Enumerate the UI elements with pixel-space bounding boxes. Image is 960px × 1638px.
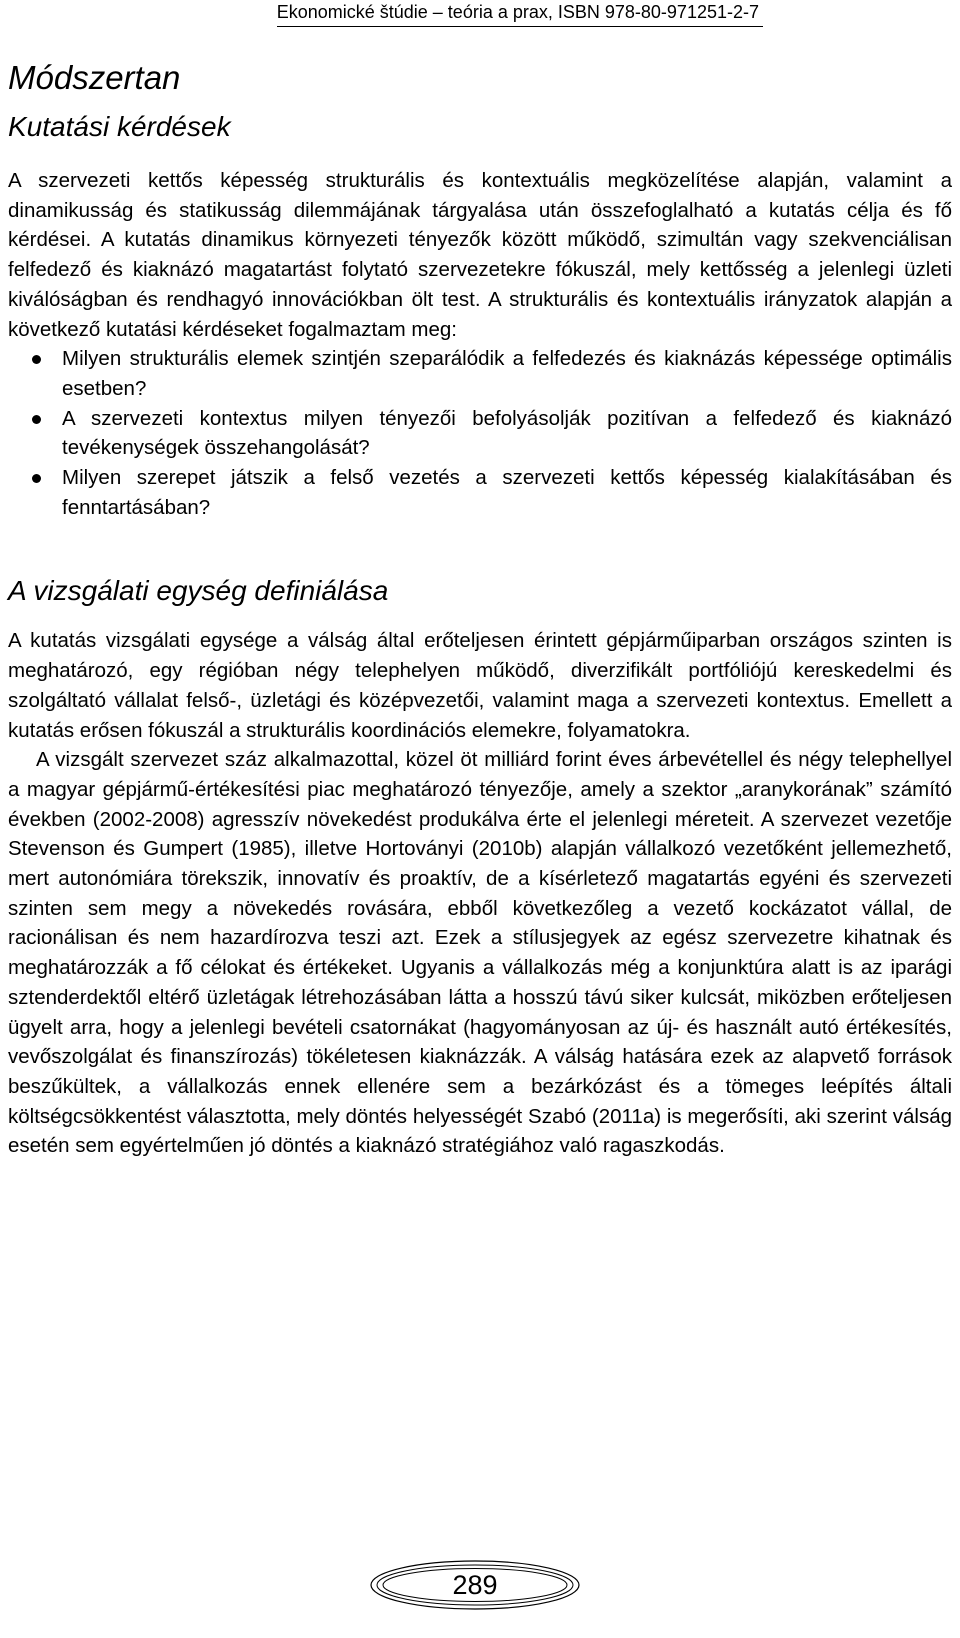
question-text: Milyen szerepet játszik a felső vezetés a szervezeti kettős képesség kialakításában és fenntartásában?	[62, 466, 952, 519]
page-number: 289	[452, 1570, 498, 1600]
organization-description-paragraph: A vizsgált szervezet száz alkalmazottal, közel öt milliárd forint éves árbevétellel és négy telephellyel a magyar gépjármű-értékesítési piac meghatározó tényezője, amely a szektor „aranykorának” számító években (2002-2008) agresszív növekedést produkálva érte el jelenlegi méreteit. A szervezet vezetője Stevenson és Gumpert (1985), illetve Hortoványi (2010b) alapján vállalkozó vezetőként jellemezhető, mert autonómiára törekszik, innovatív és proaktív, de a kísérletező magatartás egyéni és szervezeti szinten sem megy a növekedés rovására, ebből következőleg a vezető kockázatot vállal, de racionálisan és nem hazardírozva teszi azt. Ezek a stílusjegyek az egész szervezetre kihatnak és meghatározzák a fő célokat és értékeket. Ugyanis a vállalkozás még a konjunktúra alatt is az iparági sztenderdektől eltérő üzletágak létrehozásában látta a hosszú távú siker kulcsát, miközben erőteljesen ügyelt arra, hogy a jelenlegi bevételi csatornákat (hagyományosan az új- és használt autó értékesítés, vevőszolgálat és finanszírozás) tökéletesen kiaknázzák. A válság hatására ezek az alapvető források beszűkültek, a vállalkozás ennek ellenére sem a bezárkózást és a tömeges leépítés általi költségcsökkentést választotta, mely döntés helyességét Szabó (2011a) is megerősíti, aki szerint válság esetén sem egyértelműen jó döntés a kiaknázó stratégiához való ragaszkodás.	[8, 748, 952, 1158]
bullet-icon	[32, 415, 41, 424]
list-item	[62, 344, 952, 403]
bullet-icon	[32, 355, 41, 364]
research-questions-list	[8, 344, 952, 522]
section-title: Módszertan	[8, 59, 181, 96]
list-item	[62, 463, 952, 522]
question-text: Milyen strukturális elemek szintjén szeparálódik a felfedezés és kiaknázás képessége optimális esetben?	[62, 347, 952, 400]
question-text: A szervezeti kontextus milyen tényezői befolyásolják pozitívan a felfedező és kiaknázó tevékenységek összehangolását?	[62, 406, 952, 460]
bullet-icon	[32, 474, 41, 483]
subsection-title-unit-of-analysis: A vizsgálati egység definiálása	[8, 575, 389, 607]
running-header: Ekonomické štúdie – teória a prax, ISBN 978-80-971251-2-7	[277, 0, 763, 27]
page-number-badge	[368, 1558, 582, 1612]
research-intro-paragraph: A szervezeti kettős képesség strukturális és kontextuális megközelítése alapján, valamint a dinamikusság és statikusság dilemmájának tárgyalása után összefoglalható a kutatás célja és fő kérdései. A kutatás dinamikus környezeti tényezők között működő, szimultán vagy szekvenciálisan felfedező és kiaknázó magatartást folytató szervezetekre fókuszál, mely kettősség a jelenlegi üzleti kiválóságban és rendhagyó innovációkban ölt test. A strukturális és kontextuális irányzatok alapján a következő kutatási kérdéseket fogalmaztam meg:	[8, 169, 952, 341]
subsection-title-research-questions: Kutatási kérdések	[8, 111, 231, 142]
page-content	[8, 40, 952, 1161]
list-item	[62, 404, 952, 463]
unit-definition-paragraph: A kutatás vizsgálati egysége a válság által erőteljesen érintett gépjárműiparban országos szinten is meghatározó, egy régióban négy telephelyen működő, diverzifikált portfóliójú kereskedelmi és szolgáltató vállalat felső-, üzletági és középvezetői, valamint maga a szervezeti kontextus. Emellett a kutatás erősen fókuszál a strukturális koordinációs elemekre, folyamatokra.	[8, 629, 952, 742]
